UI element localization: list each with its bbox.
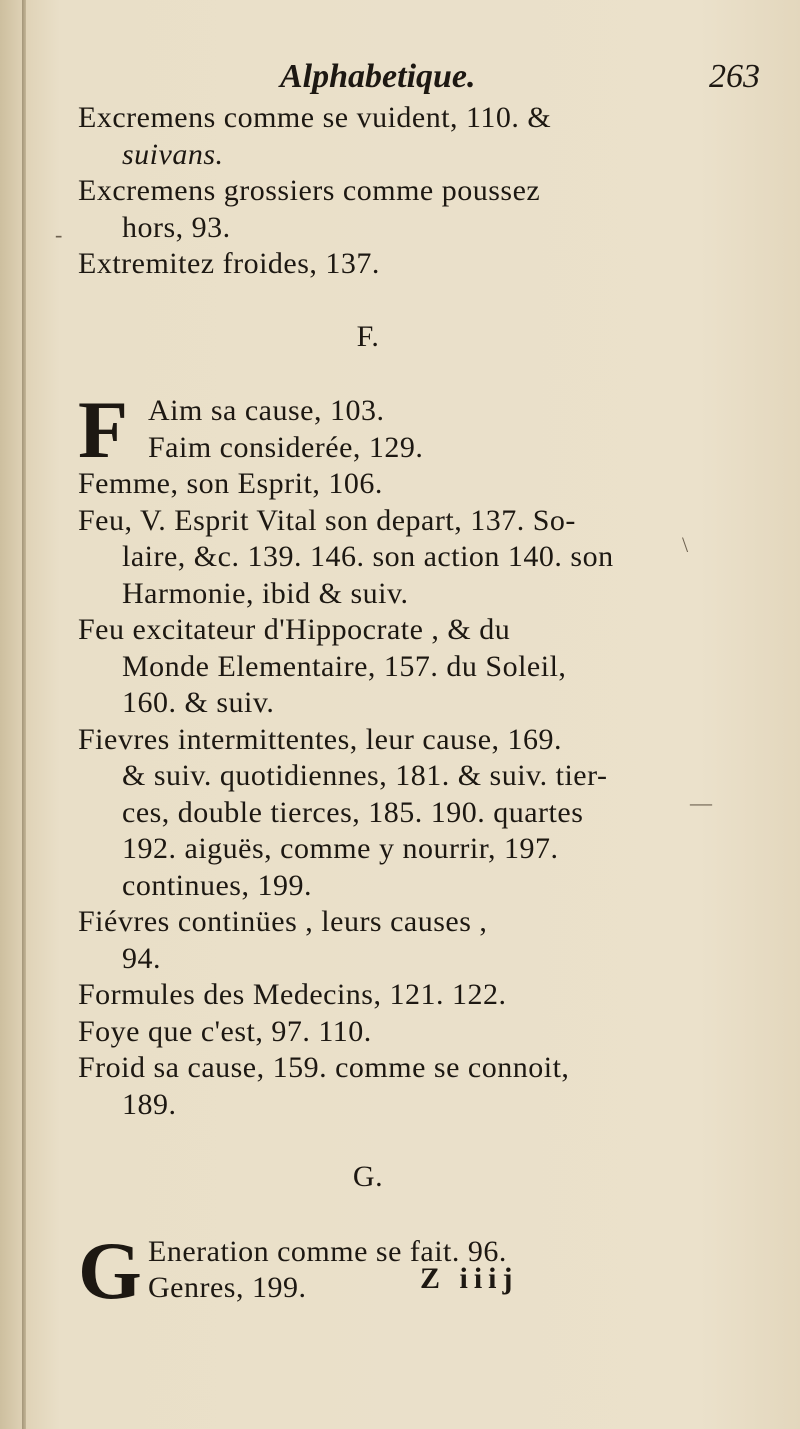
index-entry: Feu, V. Esprit Vital son depart, 137. So- laire, &c. 139. 146. son action 140. son Harmonie, ibid & suiv. — [78, 503, 614, 610]
margin-mark: — — [690, 790, 712, 815]
index-entry: Fievres intermittentes, leur cause, 169. & suiv. quotidiennes, 181. & suiv. tier- ces, double tierces, 185. 190. quartes 192. aiguës, comme y nourrir, 197. continues, 199. — [78, 722, 608, 902]
index-entry: Formules des Medecins, 121. 122. — [78, 978, 507, 1011]
margin-mark: \ — [682, 532, 689, 557]
index-entry: Femme, son Esprit, 106. — [78, 467, 383, 500]
page-number: 263 — [709, 58, 760, 95]
page-gutter — [22, 0, 26, 1429]
index-entry: Fiévres continües , leurs causes , 94. — [78, 905, 488, 975]
index-entry: Froid sa cause, 159. comme se connoit, 189. — [78, 1051, 570, 1121]
margin-mark: - — [55, 222, 63, 247]
section-heading-g: G. — [352, 1160, 384, 1193]
index-entry: Feu excitateur d'Hippocrate , & du Monde Elementaire, 157. du Soleil, 160. & suiv. — [78, 613, 567, 719]
index-entry: Extremitez froides, 137. — [78, 247, 380, 280]
index-entry-dropcap: F Aim sa cause, 103. Faim considerée, 129. — [78, 384, 424, 475]
signature-mark: Z iiij — [420, 1262, 519, 1295]
index-entry: Foye que c'est, 97. 110. — [78, 1014, 372, 1048]
index-text — [78, 100, 678, 1316]
index-entry-dropcap: G Eneration comme se fait. 96. Genres, 199. — [78, 1224, 507, 1316]
index-entry: Excremens comme se vuident, 110. & suivans. — [78, 101, 552, 171]
running-title: Alphabetique. — [280, 58, 476, 95]
page-header — [280, 58, 760, 102]
index-entry: Excremens grossiers comme poussez hors, 93. — [78, 174, 541, 244]
section-heading-f: F. — [356, 319, 380, 353]
drop-capital: G — [78, 1224, 143, 1316]
drop-capital: F — [78, 384, 129, 475]
